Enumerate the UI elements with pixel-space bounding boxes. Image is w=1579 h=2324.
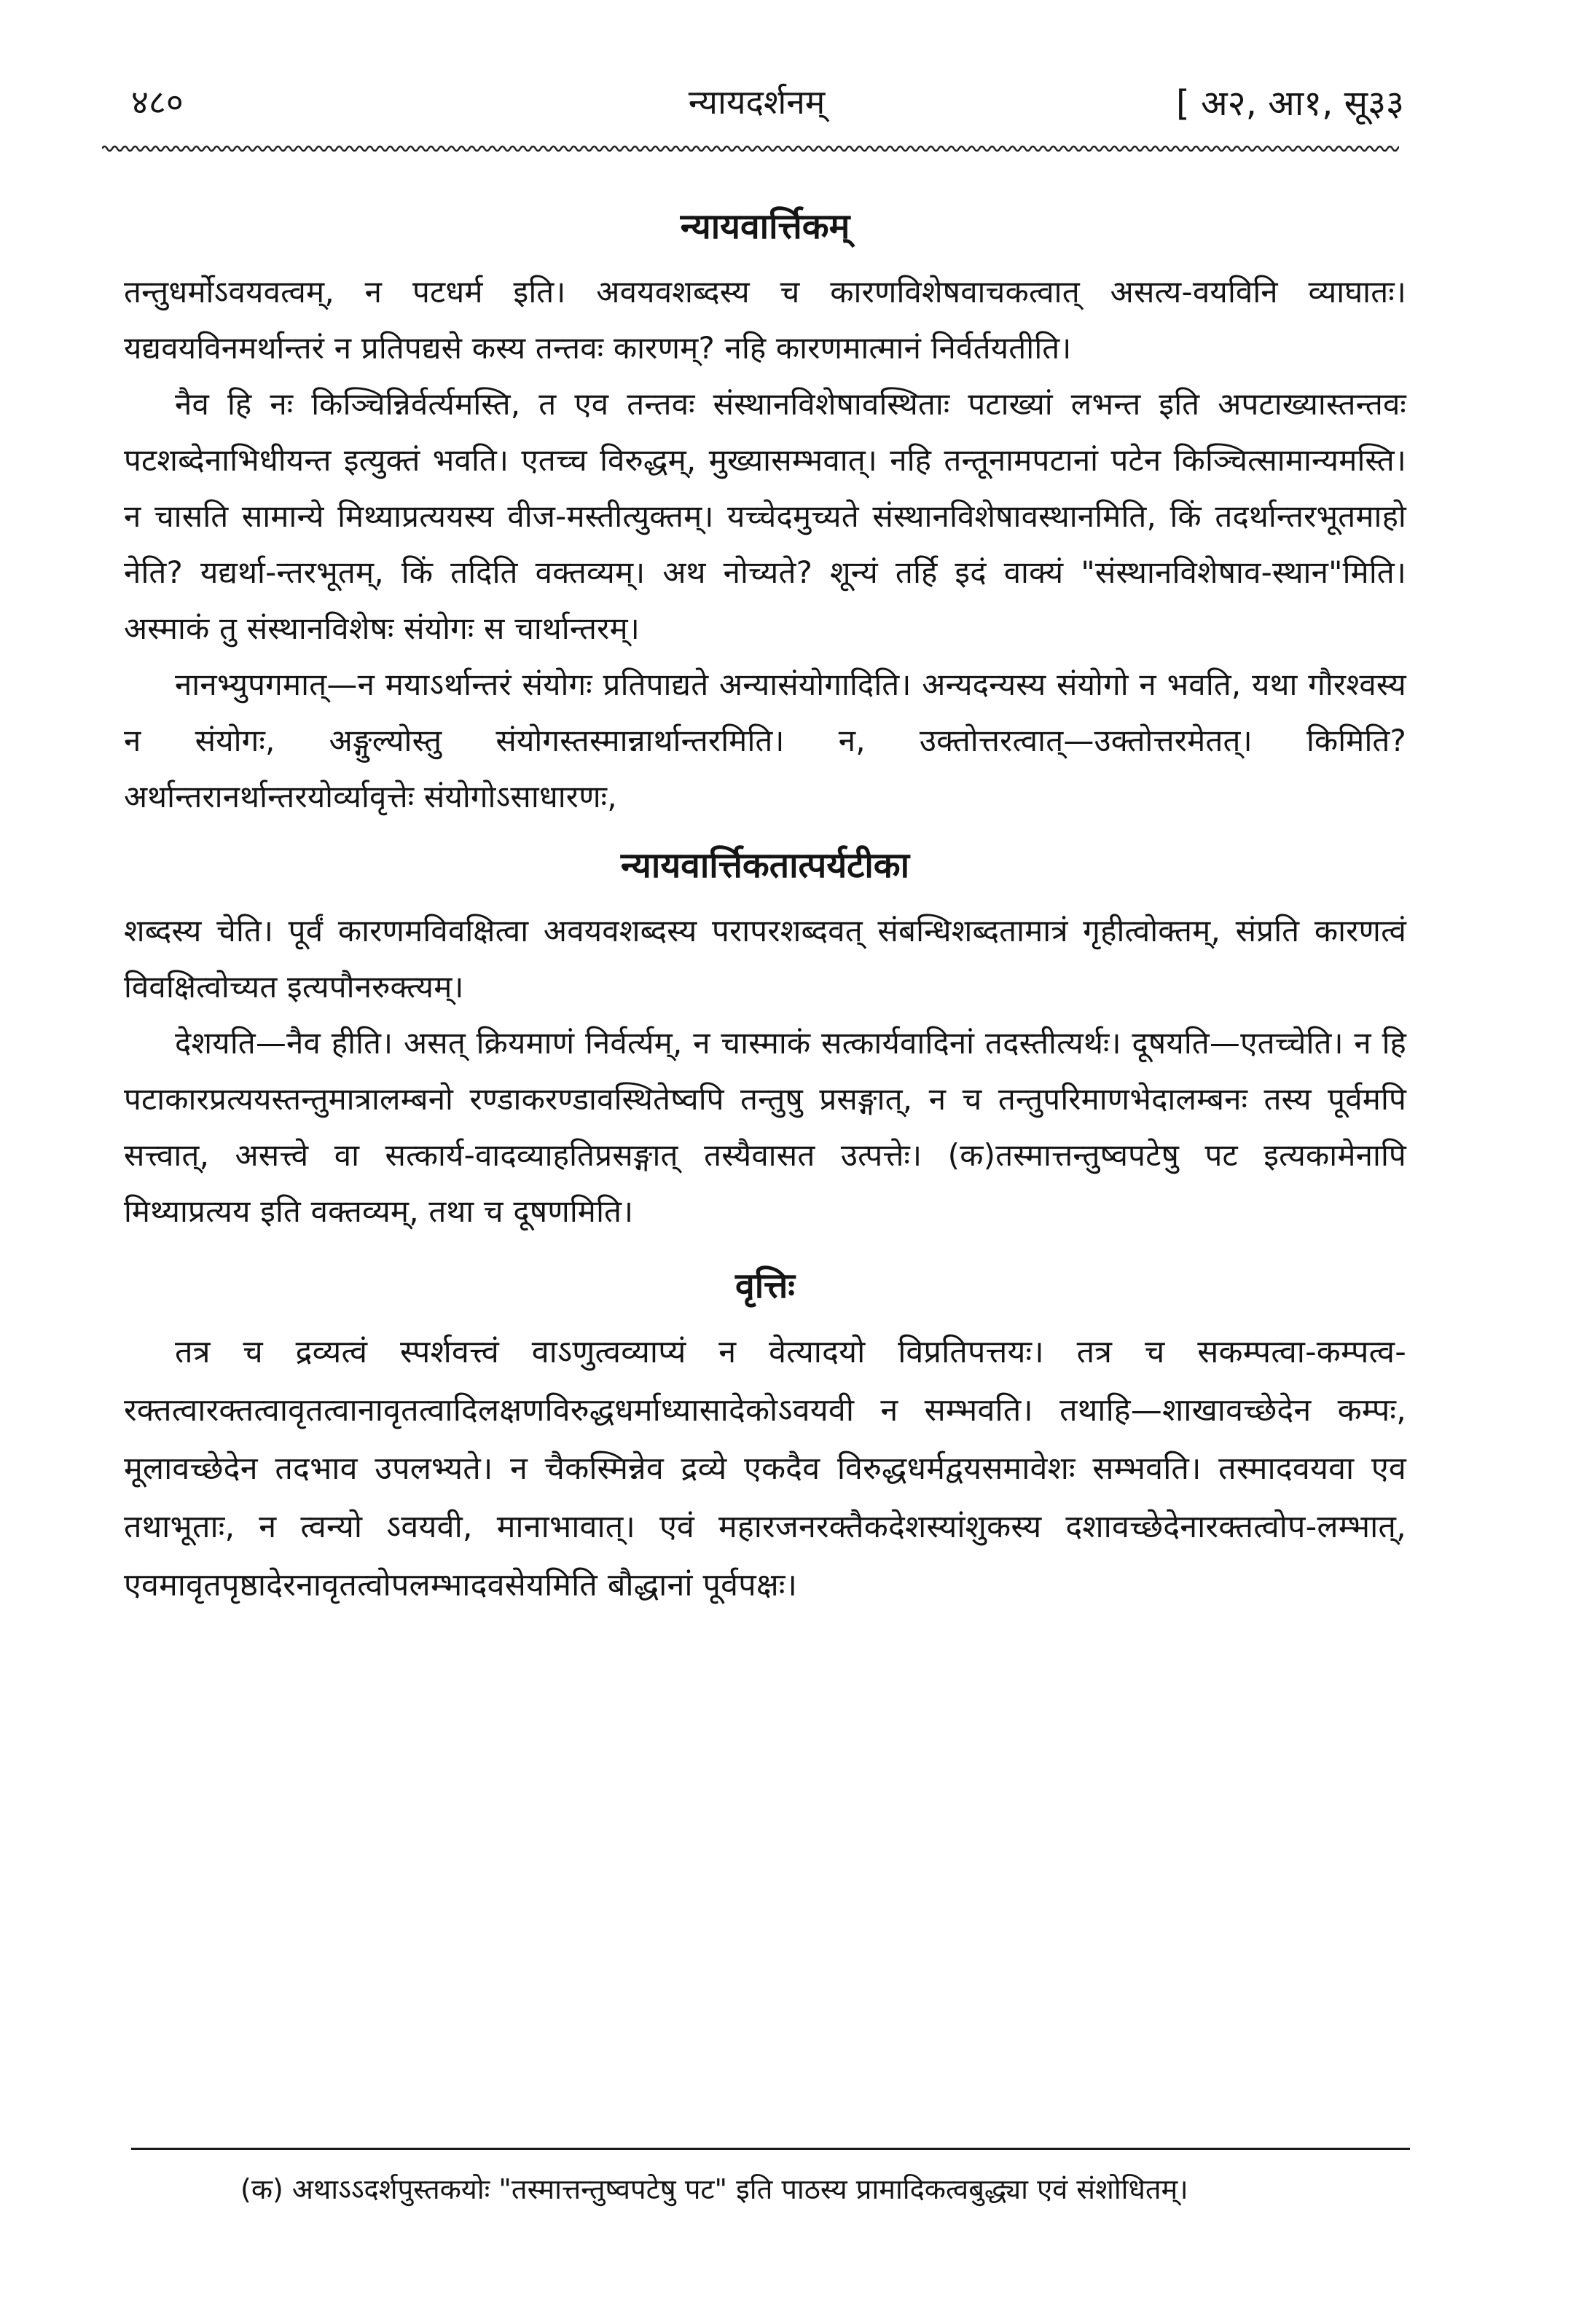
section-reference: [ अ२, आ१, सू३३ <box>1175 83 1404 124</box>
wavy-rule-divider <box>102 140 1399 157</box>
running-title: न्यायदर्शनम् <box>688 82 826 122</box>
footnote: (क) अथाऽऽदर्शपुस्तकयोः "तस्मात्तन्तुष्वपटेषु पट" इति पाठस्य प्रामादिकत्वबुद्ध्या एवं संशोधितम्। <box>240 2173 1188 2205</box>
page-number: ४८० <box>131 82 184 122</box>
vritti-heading: वृत्तिः <box>735 1265 795 1306</box>
footnote-divider <box>131 2148 1410 2150</box>
tatparya-paragraph: शब्दस्य चेति। पूर्वं कारणमविवक्षित्वा अवयवशब्दस्य परापरशब्दवत् संबन्धिशब्दतामात्रं गृहीत्वोक्तम्, संप्रति कारणत्वं विवक्षित्वोच्यत इत्यपौनरुक्त्यम्। <box>124 913 1406 1005</box>
tatparya-paragraph: देशयति—नैव हीति। असत् क्रियमाणं निर्वर्त्यम्, न चास्माकं सत्कार्यवादिनां तदस्तीत्यर्थः। दूषयति—एतच्चेति। न हि पटाकारप्रत्ययस्तन्तुमात्रालम्बनो रण्डाकरण्डावस्थितेष्वपि तन्तुषु प्रसङ्गात्, न च तन्तुपरिमाणभेदालम्बनः तस्य पूर्वमपि सत्त्वात्, असत्त्वे वा सत्कार्य-वादव्याहतिप्रसङ्गात् तस्यैवासत उत्पत्तेः। (क)तस्मात्तन्तुष्वपटेषु पट इत्यकामेनापि मिथ्याप्रत्यय इति वक्तव्यम्, तथा च दूषणमिति। <box>124 1025 1406 1229</box>
vritti-paragraph: तत्र च द्रव्यत्वं स्पर्शवत्त्वं वाऽणुत्वव्याप्यं न वेत्यादयो विप्रतिपत्तयः। तत्र च सकम्पत्वा-कम्पत्व-रक्तत्वारक्तत्वावृतत्वानावृतत्वादिलक्षणविरुद्धधर्माध्यासादेकोऽवयवी न सम्भवति। तथाहि—शाखावच्छेदेन कम्पः, मूलावच्छेदेन तदभाव उपलभ्यते। न चैकस्मिन्नेव द्रव्ये एकदैव विरुद्धधर्मद्वयसमावेशः सम्भवति। तस्मादवयवा एव तथाभूताः, न त्वन्यो ऽवयवी, मानाभावात्। एवं महारजनरक्तैकदेशस्यांशुकस्य दशावच्छेदेनारक्तत्वोप-लम्भात्, एवमावृतपृष्ठादेरनावृतत्वोपलम्भादवसेयमिति बौद्धानां पूर्वपक्षः। <box>124 1334 1406 1603</box>
page-body <box>124 186 1406 1614</box>
running-header <box>109 79 1404 137</box>
vartika-paragraph: नानभ्युपगमात्—न मयाऽर्थान्तरं संयोगः प्रतिपाद्यते अन्यासंयोगादिति। अन्यदन्यस्य संयोगो न भवति, यथा गौरश्वस्य न संयोगः, अङ्गुल्योस्तु संयोगस्तस्मान्नार्थान्तरमिति। न, उक्तोत्तरत्वात्—उक्तोत्तरमेतत्। किमिति? अर्थान्तरानर्थान्तरयोर्व्यावृत्तेः संयोगोऽसाधारणः, <box>124 667 1406 814</box>
vartika-section <box>124 186 1406 825</box>
vartika-paragraph: तन्तुधर्मोऽवयवत्वम्, न पटधर्म इति। अवयवशब्दस्य च कारणविशेषवाचकत्वात् असत्य-वयविनि व्याघातः। यद्यवयविनमर्थान्तरं न प्रतिपद्यसे कस्य तन्तवः कारणम्? नहि कारणमात्मानं निर्वर्तयतीति। <box>124 274 1406 366</box>
tatparya-heading: न्यायवार्त्तिकतात्पर्यटीका <box>620 845 910 886</box>
vritti-section <box>124 1239 1406 1614</box>
vartika-paragraph: नैव हि नः किञ्चिन्निर्वर्त्यमस्ति, त एव तन्तवः संस्थानविशेषावस्थिताः पटाख्यां लभन्त इति अपटाख्यास्तन्तवः पटशब्देनाभिधीयन्त इत्युक्तं भवति। एतच्च विरुद्धम्, मुख्यासम्भवात्। नहि तन्तूनामपटानां पटेन किञ्चित्सामान्यमस्ति। न चासति सामान्ये मिथ्याप्रत्ययस्य वीज-मस्तीत्युक्तम्। यच्चेदमुच्यते संस्थानविशेषावस्थानमिति, किं तदर्थान्तरभूतमाहो नेति? यद्यर्था-न्तरभूतम्, किं तदिति वक्तव्यम्। अथ नोच्यते? शून्यं तर्हि इदं वाक्यं "संस्थानविशेषाव-स्थान"मिति। अस्माकं तु संस्थानविशेषः संयोगः स चार्थान्तरम्। <box>124 386 1406 646</box>
tatparya-section <box>124 825 1406 1239</box>
vartika-heading: न्यायवार्त्तिकम् <box>680 206 850 247</box>
